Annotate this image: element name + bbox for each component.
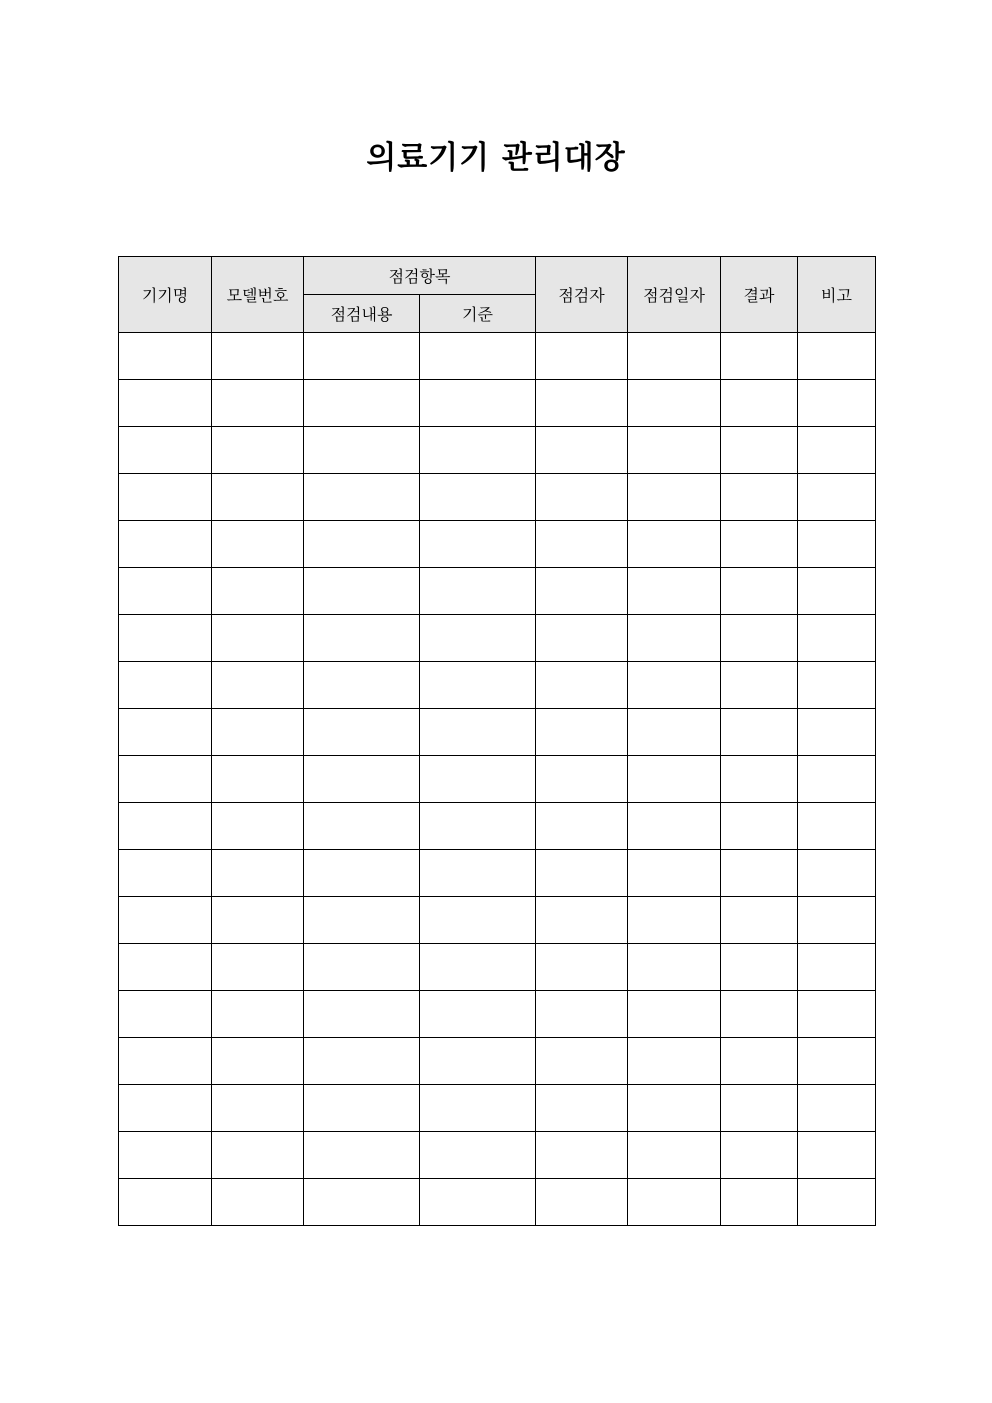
cell-inspection-date[interactable] — [628, 1038, 721, 1085]
header-criteria: 기준 — [420, 295, 536, 333]
cell-model-number[interactable] — [212, 1179, 304, 1226]
cell-result[interactable] — [721, 944, 798, 991]
medical-device-ledger-table — [118, 256, 876, 1226]
cell-criteria[interactable] — [420, 1179, 536, 1226]
table-row — [119, 1179, 876, 1226]
cell-device-name[interactable] — [119, 615, 212, 662]
cell-remarks[interactable] — [798, 1038, 876, 1085]
cell-inspection-date[interactable] — [628, 427, 721, 474]
cell-result[interactable] — [721, 850, 798, 897]
cell-result[interactable] — [721, 756, 798, 803]
cell-inspection-date[interactable] — [628, 615, 721, 662]
table-header — [119, 257, 876, 333]
cell-criteria[interactable] — [420, 662, 536, 709]
cell-model-number[interactable] — [212, 380, 304, 427]
cell-inspector[interactable] — [536, 897, 628, 944]
table-row — [119, 333, 876, 380]
header-model-number: 모델번호 — [212, 257, 304, 333]
cell-inspection-date[interactable] — [628, 991, 721, 1038]
cell-inspection-content[interactable] — [304, 1038, 420, 1085]
cell-criteria[interactable] — [420, 1085, 536, 1132]
cell-device-name[interactable] — [119, 850, 212, 897]
cell-criteria[interactable] — [420, 803, 536, 850]
table-body — [119, 333, 876, 1226]
cell-inspector[interactable] — [536, 568, 628, 615]
cell-inspector[interactable] — [536, 850, 628, 897]
cell-inspection-date[interactable] — [628, 850, 721, 897]
cell-inspector[interactable] — [536, 1085, 628, 1132]
cell-remarks[interactable] — [798, 1132, 876, 1179]
cell-model-number[interactable] — [212, 991, 304, 1038]
cell-inspection-content[interactable] — [304, 615, 420, 662]
table-row — [119, 474, 876, 521]
cell-criteria[interactable] — [420, 944, 536, 991]
cell-inspection-content[interactable] — [304, 1085, 420, 1132]
cell-criteria[interactable] — [420, 521, 536, 568]
cell-remarks[interactable] — [798, 427, 876, 474]
cell-inspection-date[interactable] — [628, 709, 721, 756]
cell-inspector[interactable] — [536, 1038, 628, 1085]
table-row — [119, 662, 876, 709]
header-inspection-date: 점검일자 — [628, 257, 721, 333]
table-row — [119, 568, 876, 615]
cell-model-number[interactable] — [212, 615, 304, 662]
cell-result[interactable] — [721, 991, 798, 1038]
cell-model-number[interactable] — [212, 897, 304, 944]
cell-remarks[interactable] — [798, 474, 876, 521]
table-row — [119, 709, 876, 756]
table-row — [119, 756, 876, 803]
header-remarks: 비고 — [798, 257, 876, 333]
cell-device-name[interactable] — [119, 991, 212, 1038]
cell-inspection-date[interactable] — [628, 1179, 721, 1226]
cell-result[interactable] — [721, 474, 798, 521]
cell-result[interactable] — [721, 803, 798, 850]
cell-model-number[interactable] — [212, 756, 304, 803]
cell-inspector[interactable] — [536, 380, 628, 427]
cell-remarks[interactable] — [798, 756, 876, 803]
table-row — [119, 427, 876, 474]
cell-inspection-date[interactable] — [628, 944, 721, 991]
cell-inspection-content[interactable] — [304, 897, 420, 944]
cell-remarks[interactable] — [798, 615, 876, 662]
cell-inspection-content[interactable] — [304, 803, 420, 850]
cell-device-name[interactable] — [119, 333, 212, 380]
cell-device-name[interactable] — [119, 1038, 212, 1085]
cell-result[interactable] — [721, 568, 798, 615]
cell-result[interactable] — [721, 521, 798, 568]
table-row — [119, 991, 876, 1038]
cell-device-name[interactable] — [119, 803, 212, 850]
cell-inspector[interactable] — [536, 709, 628, 756]
cell-inspector[interactable] — [536, 615, 628, 662]
table-row — [119, 944, 876, 991]
cell-result[interactable] — [721, 615, 798, 662]
cell-inspector[interactable] — [536, 756, 628, 803]
cell-inspection-content[interactable] — [304, 944, 420, 991]
cell-inspector[interactable] — [536, 333, 628, 380]
cell-model-number[interactable] — [212, 1038, 304, 1085]
cell-remarks[interactable] — [798, 803, 876, 850]
table-row — [119, 521, 876, 568]
cell-inspection-content[interactable] — [304, 662, 420, 709]
cell-model-number[interactable] — [212, 1085, 304, 1132]
cell-model-number[interactable] — [212, 568, 304, 615]
cell-inspection-content[interactable] — [304, 474, 420, 521]
cell-model-number[interactable] — [212, 333, 304, 380]
cell-remarks[interactable] — [798, 991, 876, 1038]
cell-inspector[interactable] — [536, 944, 628, 991]
cell-inspection-date[interactable] — [628, 568, 721, 615]
cell-result[interactable] — [721, 333, 798, 380]
cell-criteria[interactable] — [420, 991, 536, 1038]
cell-inspection-date[interactable] — [628, 662, 721, 709]
cell-inspection-date[interactable] — [628, 1085, 721, 1132]
cell-remarks[interactable] — [798, 1179, 876, 1226]
cell-inspector[interactable] — [536, 1179, 628, 1226]
cell-result[interactable] — [721, 1085, 798, 1132]
cell-inspection-date[interactable] — [628, 1132, 721, 1179]
cell-inspector[interactable] — [536, 474, 628, 521]
cell-remarks[interactable] — [798, 568, 876, 615]
cell-model-number[interactable] — [212, 709, 304, 756]
cell-device-name[interactable] — [119, 1132, 212, 1179]
header-device-name: 기기명 — [119, 257, 212, 333]
cell-inspection-date[interactable] — [628, 380, 721, 427]
cell-result[interactable] — [721, 380, 798, 427]
table-row — [119, 380, 876, 427]
cell-inspection-content[interactable] — [304, 1179, 420, 1226]
table-row — [119, 615, 876, 662]
cell-inspector[interactable] — [536, 662, 628, 709]
cell-criteria[interactable] — [420, 756, 536, 803]
cell-inspection-content[interactable] — [304, 521, 420, 568]
cell-remarks[interactable] — [798, 850, 876, 897]
cell-inspector[interactable] — [536, 803, 628, 850]
cell-inspector[interactable] — [536, 521, 628, 568]
cell-model-number[interactable] — [212, 521, 304, 568]
cell-remarks[interactable] — [798, 662, 876, 709]
cell-remarks[interactable] — [798, 521, 876, 568]
cell-criteria[interactable] — [420, 427, 536, 474]
cell-model-number[interactable] — [212, 803, 304, 850]
cell-result[interactable] — [721, 1038, 798, 1085]
cell-criteria[interactable] — [420, 615, 536, 662]
cell-criteria[interactable] — [420, 1132, 536, 1179]
cell-device-name[interactable] — [119, 756, 212, 803]
cell-inspection-date[interactable] — [628, 897, 721, 944]
cell-inspection-content[interactable] — [304, 756, 420, 803]
cell-remarks[interactable] — [798, 1085, 876, 1132]
cell-remarks[interactable] — [798, 897, 876, 944]
cell-inspection-content[interactable] — [304, 427, 420, 474]
cell-model-number[interactable] — [212, 662, 304, 709]
cell-criteria[interactable] — [420, 709, 536, 756]
cell-inspector[interactable] — [536, 1132, 628, 1179]
cell-model-number[interactable] — [212, 474, 304, 521]
cell-inspection-content[interactable] — [304, 709, 420, 756]
cell-criteria[interactable] — [420, 474, 536, 521]
cell-device-name[interactable] — [119, 427, 212, 474]
cell-inspection-date[interactable] — [628, 474, 721, 521]
cell-inspection-content[interactable] — [304, 380, 420, 427]
cell-device-name[interactable] — [119, 568, 212, 615]
cell-criteria[interactable] — [420, 380, 536, 427]
cell-inspection-date[interactable] — [628, 521, 721, 568]
header-inspector: 점검자 — [536, 257, 628, 333]
cell-inspection-content[interactable] — [304, 991, 420, 1038]
cell-result[interactable] — [721, 1132, 798, 1179]
cell-result[interactable] — [721, 427, 798, 474]
cell-remarks[interactable] — [798, 709, 876, 756]
cell-inspection-date[interactable] — [628, 756, 721, 803]
cell-criteria[interactable] — [420, 897, 536, 944]
cell-inspection-content[interactable] — [304, 333, 420, 380]
cell-inspection-content[interactable] — [304, 850, 420, 897]
cell-device-name[interactable] — [119, 1179, 212, 1226]
cell-inspector[interactable] — [536, 991, 628, 1038]
cell-device-name[interactable] — [119, 944, 212, 991]
cell-remarks[interactable] — [798, 380, 876, 427]
table-row — [119, 1085, 876, 1132]
cell-device-name[interactable] — [119, 474, 212, 521]
header-inspection-content: 점검내용 — [304, 295, 420, 333]
cell-device-name[interactable] — [119, 1085, 212, 1132]
header-result: 결과 — [721, 257, 798, 333]
cell-device-name[interactable] — [119, 380, 212, 427]
cell-criteria[interactable] — [420, 333, 536, 380]
cell-result[interactable] — [721, 662, 798, 709]
cell-inspection-content[interactable] — [304, 1132, 420, 1179]
header-inspection-items: 점검항목 — [304, 257, 536, 295]
cell-inspection-date[interactable] — [628, 333, 721, 380]
cell-model-number[interactable] — [212, 850, 304, 897]
cell-device-name[interactable] — [119, 897, 212, 944]
cell-criteria[interactable] — [420, 568, 536, 615]
cell-result[interactable] — [721, 897, 798, 944]
cell-model-number[interactable] — [212, 944, 304, 991]
table-row — [119, 850, 876, 897]
table-row — [119, 1038, 876, 1085]
cell-remarks[interactable] — [798, 944, 876, 991]
table-row — [119, 897, 876, 944]
cell-result[interactable] — [721, 709, 798, 756]
cell-criteria[interactable] — [420, 1038, 536, 1085]
page-title: 의료기기 관리대장 — [366, 140, 626, 176]
cell-result[interactable] — [721, 1179, 798, 1226]
cell-remarks[interactable] — [798, 333, 876, 380]
table-row — [119, 1132, 876, 1179]
cell-criteria[interactable] — [420, 850, 536, 897]
cell-inspection-content[interactable] — [304, 568, 420, 615]
cell-device-name[interactable] — [119, 709, 212, 756]
cell-inspection-date[interactable] — [628, 803, 721, 850]
cell-device-name[interactable] — [119, 521, 212, 568]
table-row — [119, 803, 876, 850]
cell-inspector[interactable] — [536, 427, 628, 474]
cell-device-name[interactable] — [119, 662, 212, 709]
cell-model-number[interactable] — [212, 427, 304, 474]
cell-model-number[interactable] — [212, 1132, 304, 1179]
